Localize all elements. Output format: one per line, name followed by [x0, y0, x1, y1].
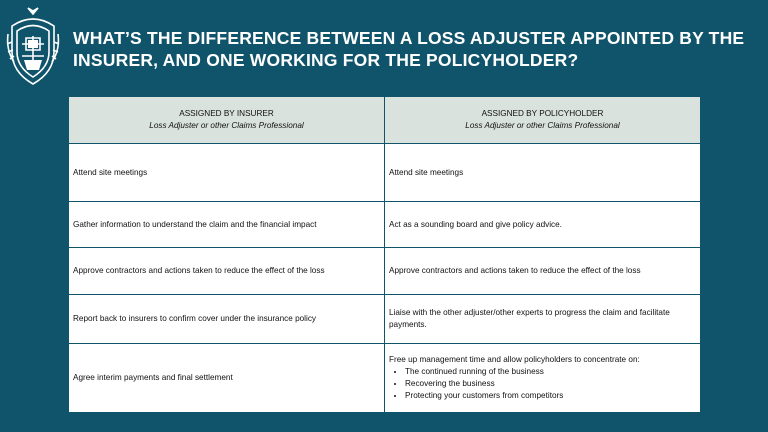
cell-insurer: Attend site meetings [69, 144, 385, 202]
header-policyholder-title: ASSIGNED BY POLICYHOLDER [481, 109, 604, 119]
table-row [69, 344, 701, 413]
crest-shield-icon [4, 4, 62, 90]
cell-insurer: Report back to insurers to confirm cover under the insurance policy [69, 295, 385, 344]
table-row [69, 248, 701, 295]
table-header-row [69, 97, 701, 144]
header-insurer-subtitle: Loss Adjuster or other Claims Professional [149, 121, 304, 131]
cell-policyholder: Liaise with the other adjuster/other experts to progress the claim and facilitate payments. [385, 295, 701, 344]
cell-policyholder: Act as a sounding board and give policy advice. [385, 202, 701, 248]
bullet-list [389, 366, 696, 402]
cell-insurer: Agree interim payments and final settlement [69, 344, 385, 413]
header-policyholder [385, 97, 701, 144]
table-row [69, 295, 701, 344]
cell-policyholder [385, 344, 701, 413]
cell-policyholder: Approve contractors and actions taken to reduce the effect of the loss [385, 248, 701, 295]
comparison-table [68, 96, 701, 413]
cell-policyholder-intro: Free up management time and allow policyholders to concentrate on: [389, 355, 640, 365]
bullet-item: • The continued running of the business [405, 366, 696, 378]
bullet-item: • Protecting your customers from competitors [405, 390, 696, 402]
header-insurer-title: ASSIGNED BY INSURER [179, 109, 274, 119]
header-policyholder-subtitle: Loss Adjuster or other Claims Professional [465, 121, 620, 131]
cell-insurer: Gather information to understand the claim and the financial impact [69, 202, 385, 248]
table-row [69, 202, 701, 248]
bullet-item: • Recovering the business [405, 378, 696, 390]
page-title: WHAT’S THE DIFFERENCE BETWEEN A LOSS ADJUSTER APPOINTED BY THE INSURER, AND ONE WORKING FOR THE POLICYHOLDER? [73, 28, 745, 70]
header-insurer [69, 97, 385, 144]
table-row [69, 144, 701, 202]
cell-insurer: Approve contractors and actions taken to reduce the effect of the loss [69, 248, 385, 295]
cell-policyholder: Attend site meetings [385, 144, 701, 202]
